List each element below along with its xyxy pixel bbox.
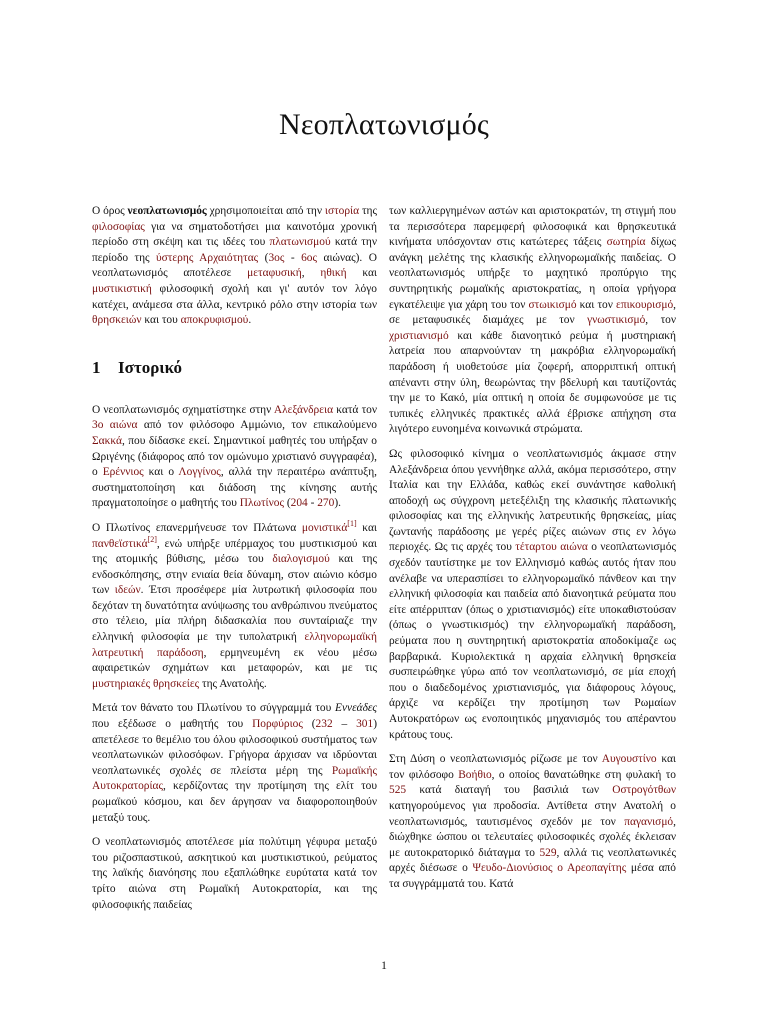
text-run: Ως φιλοσοφικό κίνημα ο νεοπλατωνισμός άκμασε στην Αλεξάνδρεια όπου γεννήθηκε αλλά, ακόμα περισσότερο, στην Ιταλία και την Ελλάδα, καθώς εκεί συνάντησε καθολική αποδοχή ως σύγχρονη μετεξέλιξη της κλασικής πλατωνικής φιλοσοφίας και της ελληνικής λατρευτικής θρησκείας, μίας ζωντανής παράδοσης με γερές ρίζες αιώνων στις εν λόγω περιοχές. Ως τις αρχές του xyxy=(389,447,676,554)
text-run: ). xyxy=(334,497,341,510)
page-number: 1 xyxy=(381,960,387,972)
link-augustine[interactable]: Αυγουστίνο xyxy=(601,753,657,766)
link-year-204[interactable]: 204 xyxy=(290,497,308,510)
history-paragraph-5 xyxy=(389,447,676,743)
link-year-529[interactable]: 529 xyxy=(539,846,557,859)
text-run: , σε μεταφυσικές διαμάχες με τον xyxy=(389,298,677,327)
text-run: δίχως ανάγκη μελέτης της κλασικής ελληνορωμαϊκής παιδείας. Ο νεοπλατωνισμός υπήρξε το μαχητικό προπύργιο της συντηρητικής ρωμαϊκής αριστοκρατίας, η οποία γρήγορα εγκατέλειψε για χάρη του τον xyxy=(389,236,677,311)
link-mysticism[interactable]: μυστικιστική xyxy=(92,282,152,295)
link-pantheism[interactable]: πανθεϊστικά xyxy=(92,537,148,550)
history-paragraph-2 xyxy=(92,521,377,693)
text-run: Ο νεοπλατωνισμός αποτέλεσε μία πολύτιμη γέφυρα μεταξύ του ριζοσπαστικού, ασκητικού και μυστικιστικού, ρεύματος της λαϊκής διανόησης που εξαπλώθηκε ευρύτατα κατά τον τρίτο αιώνα στη Ρωμαϊκή Αυτοκρατορία, και της φιλοσοφικής παιδείας xyxy=(92,836,377,911)
link-meditation[interactable]: διαλογισμού xyxy=(272,553,330,566)
text-run: και τον φιλόσοφο xyxy=(389,753,676,781)
link-platonism[interactable]: πλατωνισμού xyxy=(269,236,331,249)
history-paragraph-1 xyxy=(92,403,377,512)
text-run: , κερδίζοντας την προτίμηση της ελίτ του ρωμαϊκού κόσμου, και δεν άργησαν να διαφοροποιηθούν μεταξύ τους. xyxy=(92,780,377,824)
link-year-525[interactable]: 525 xyxy=(389,784,407,797)
text-run: ( xyxy=(302,718,316,731)
text-run: κατηγορούμενος για προδοσία. Αντίθετα στην Ανατολή ο νεοπλατωνισμός, ταυτισμένος σχεδόν με τον xyxy=(389,799,676,828)
link-longinus[interactable]: Λογγίνος xyxy=(178,466,221,479)
intro-paragraph xyxy=(92,204,377,329)
text-run: ο νεοπλατωνισμός σχεδόν ταυτίστηκε με τον Ελληνισμό καθώς αυτός ήταν που ανέλαβε να υπερασπίσει το ελληνορωμαϊκό πάνθεον και την ελληνική φιλοσοφία και παιδεία από διανοητικά ρεύματα που είτε απέρριπταν (όπως ο χριστιανισμός) είτε υποκαθιστούσαν (όπως ο γνωστικισμός) την ελληνορωμαϊκή παράδοση, ρεύματα που η συντηρητική αριστοκρατία αποδοκίμαζε ως βαρβαρικά. Κυριολεκτικά η αρχαία ελληνική θρησκεία συσπειρώθηκε γύρω από τον νεοπλατωνισμό, σε μία εποχή που ο διαδεδομένος χριστιανισμός, για διάφορους λόγους, άρχιζε να κερδίζει την προτίμηση των Ρωμαίων Αυτοκρατόρων ως ενοποιητικός μηχανισμός του απέραντου κράτους τους. xyxy=(389,541,676,741)
history-paragraph-6 xyxy=(389,752,676,892)
link-occultism[interactable]: αποκρυφισμού xyxy=(180,314,249,327)
text-run: φιλοσοφική σχολή και γι' αυτόν τον λόγο κατέχει, ανάμεσα στα άλλα, κεντρικό ρόλο στην ιστορία των xyxy=(92,282,377,311)
text-run: , ενώ υπήρξε υπέρμαχος του μυστικισμού και της ατομικής βύθισης, μέσω του xyxy=(92,537,377,566)
link-year-301[interactable]: 301 xyxy=(356,718,374,731)
history-paragraph-4-continued xyxy=(389,204,676,438)
text-run: , ο οποίος θανατώθηκε στη φυλακή το xyxy=(491,768,676,781)
text-run: κατά τον xyxy=(333,403,377,416)
text-run: από τον φιλόσοφο Αμμώνιο, τον επικαλούμενο xyxy=(137,419,377,432)
link-boethius[interactable]: Βοήθιο xyxy=(458,768,492,781)
text-run: και τον xyxy=(576,298,617,311)
link-religions[interactable]: θρησκειών xyxy=(92,314,142,327)
text-run: και του xyxy=(141,314,181,327)
text-run: μέσα από τα συγγράμματά του. Κατά xyxy=(389,862,677,890)
link-3rd-century[interactable]: 3ο αιώνα xyxy=(92,419,138,432)
text-run: , τον xyxy=(645,314,676,327)
text-run: που εξέδωσε ο μαθητής του xyxy=(92,718,253,731)
text-run: και xyxy=(346,267,377,280)
text-run: Μετά τον θάνατο του Πλωτίνου το σύγγραμμά του xyxy=(92,702,336,715)
link-late-antiquity[interactable]: ύστερης Αρχαιότητας xyxy=(156,251,259,264)
link-herennius[interactable]: Ερέννιος xyxy=(102,466,144,479)
link-gnosticism[interactable]: γνωστικισμό xyxy=(587,314,646,327)
link-3rd-century[interactable]: 3ος xyxy=(268,251,285,264)
link-philosophy[interactable]: φιλοσοφίας xyxy=(92,220,145,233)
text-run: . xyxy=(248,314,252,327)
text-run: κατά την περίοδο της xyxy=(92,236,377,264)
text-run: Στη Δύση ο νεοπλατωνισμός ρίζωσε με τον xyxy=(389,753,602,766)
link-christianity[interactable]: χριστιανισμό xyxy=(389,329,449,342)
italic-title-enneads: Εννεάδες xyxy=(335,702,377,715)
text-run: Ο όρος xyxy=(92,205,128,217)
link-history[interactable]: ιστορία xyxy=(324,205,360,217)
link-monism[interactable]: μονιστικά xyxy=(301,521,348,534)
link-roman-empire[interactable]: Ρωμαϊκής Αυτοκρατορίας xyxy=(92,764,377,793)
text-run: , διώχθηκε ώσπου οι τελευταίες φιλοσοφικές σχολές έκλεισαν με αυτοκρατορικό διάταγμα το xyxy=(389,815,676,859)
history-paragraph-3 xyxy=(92,701,377,826)
text-run: , που δίδασκε εκεί. Σημαντικοί μαθητές του υπήρξαν ο Ωριγένης (διάφορος από τον ομώνυμο χριστιανό συγγραφέα), ο xyxy=(92,434,377,479)
link-salvation[interactable]: σωτηρία xyxy=(606,236,646,249)
text-run: ( xyxy=(258,251,269,264)
footnote-2[interactable]: [2] xyxy=(147,534,157,544)
section-title: Ιστορικό xyxy=(118,357,183,377)
text-run: , ερμηνευμένη εκ νέου μέσω αφαιρετικών σχημάτων και μεταφορών, και με τις xyxy=(92,646,377,675)
text-run: – xyxy=(332,718,357,731)
link-paganism[interactable]: παγανισμό xyxy=(624,815,674,828)
link-stoicism[interactable]: στωικισμό xyxy=(528,298,577,311)
text-run: κατά διαταγή του βασιλιά των xyxy=(406,784,613,797)
link-alexandria[interactable]: Αλεξάνδρεια xyxy=(273,403,334,416)
footnote-1[interactable]: [1] xyxy=(347,519,357,529)
text-run: , αλλά την περαιτέρω ανάπτυξη, συστηματοποίηση και διάδοση της κίνησης αυτής πραγματοποίησε ο μαθητής του xyxy=(92,466,377,510)
left-column xyxy=(92,204,377,922)
link-greco-roman-worship[interactable]: ελληνορωμαϊκή λατρευτική παράδοση xyxy=(92,631,377,659)
text-run: της Ανατολής. xyxy=(199,677,267,690)
text-run: για να σηματοδοτήσει μια καινοτόμα χρονική περίοδο στη σκέψη και τις ιδέες του xyxy=(92,220,377,249)
link-6th-century[interactable]: 6ος xyxy=(301,251,318,264)
link-epicureanism[interactable]: επικουρισμό xyxy=(616,298,674,311)
text-run: χρησιμοποιείται από την xyxy=(206,205,325,217)
link-porphyry[interactable]: Πορφύριος xyxy=(252,718,303,731)
link-plotinus[interactable]: Πλωτίνος xyxy=(239,497,284,510)
text-run: και ο xyxy=(143,466,179,479)
link-metaphysics[interactable]: μεταφυσική xyxy=(247,267,302,280)
article-title: Νεοπλατωνισμός xyxy=(278,108,490,141)
link-ethics[interactable]: ηθική xyxy=(320,267,347,280)
text-run: . Έτσι προσέφερε μία λυτρωτική φιλοσοφία που δεχόταν τη δυνατότητα ανύψωσης του ανθρώπινου πνεύματος στο τέλειο, μία πλήρη διδασκαλία που συνταίριαζε την ελληνική φιλοσοφία με την τυπολατρική xyxy=(92,584,378,644)
link-4th-century[interactable]: τέταρτου αιώνα xyxy=(515,541,588,554)
link-mystery-religions[interactable]: μυστηριακές θρησκείες xyxy=(92,677,200,690)
text-run: αιώνας). Ο νεοπλατωνισμός αποτέλεσε xyxy=(92,251,377,280)
text-run: - xyxy=(307,497,318,510)
history-paragraph-4 xyxy=(92,835,377,913)
text-run: ) απετέλεσε το θεμέλιο του όλου φιλοσοφικού συστήματος των νεοπλατωνικών φιλοσόφων. Γρήγορα άρχισαν να ιδρύονται νεοπλατωνικές σχολές σε πλείστα μέρη της xyxy=(92,718,377,777)
link-pseudo-dionysius[interactable]: Ψευδο-Διονύσιος ο Αρεοπαγίτης xyxy=(472,862,627,875)
link-ostrogoths[interactable]: Οστρογότθων xyxy=(612,784,676,797)
section-number: 1 xyxy=(92,357,101,377)
text-run: , αλλά τις νεοπλατωνικές αρχές διέσωσε ο xyxy=(389,846,677,875)
link-year-270[interactable]: 270 xyxy=(317,497,335,510)
link-year-232[interactable]: 232 xyxy=(315,718,333,731)
text-run: Ο νεοπλατωνισμός σχηματίστηκε στην xyxy=(92,403,274,416)
section-heading xyxy=(92,357,377,379)
text-run: και xyxy=(356,521,377,534)
text-run: ( xyxy=(283,497,291,510)
right-column xyxy=(389,204,676,902)
text-run: της xyxy=(359,205,377,217)
link-sakkas[interactable]: Σακκά xyxy=(92,434,122,447)
text-run: και κάθε διανοητικό ρεύμα ή μυστηριακή λατρεία που απαρνούνταν τη μακρόβια ελληνορωμαϊκή παράδοση ή υιοθετούσε μία ζοφερή, απορριπτική οπτική απέναντι στην ύλη, θεωρώντας την βδελυρή και ταυτίζοντάς την με το Κακό, μία οπτική η οποία δε συμφωνούσε με τις τυπικές ελληνικές πρακτικές αλλά έβρισκε απήχηση στα λιγότερο ευνοημένα κοινωνικά στρώματα. xyxy=(389,329,676,436)
text-run: - xyxy=(284,251,302,264)
text-run: και της ενδοσκόπησης, στην ενιαία θεία δύναμη, στον αιώνιο κόσμο των xyxy=(92,553,377,597)
bold-term: νεοπλατωνισμός xyxy=(127,205,207,217)
text-run: των καλλιεργημένων αστών και αριστοκρατών, τη στιγμή που τα περισσότερα παρεμφερή φιλοσοφικά και θρησκευτικά κινήματα υπόσχονταν στις κατώτερες τάξεις xyxy=(389,205,676,249)
link-ideas[interactable]: ιδεών xyxy=(114,584,141,597)
text-run: Ο Πλωτίνος επανερμήνευσε τον Πλάτωνα xyxy=(92,521,302,534)
text-run: , xyxy=(301,267,321,280)
